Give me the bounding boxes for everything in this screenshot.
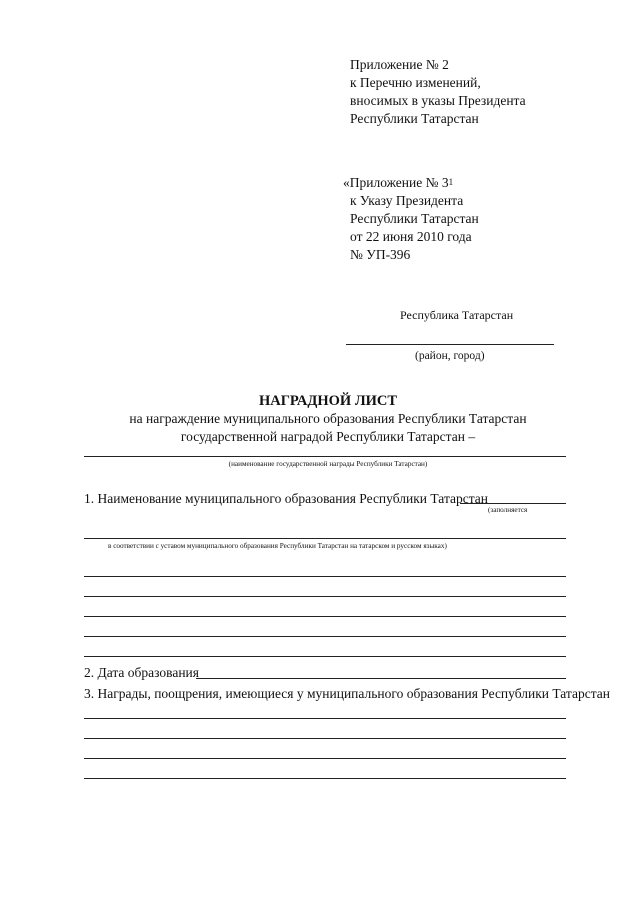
item-1-fill-line-1[interactable] <box>84 538 566 539</box>
item-3-fill-line-4[interactable] <box>84 778 566 779</box>
document-title: НАГРАДНОЙ ЛИСТ <box>258 393 398 409</box>
appendix-2-line-2: к Перечню изменений, <box>350 75 481 90</box>
item-1-note: (заполняется <box>488 506 528 514</box>
award-name-caption: (наименование государственной награды Республики Татарстан) <box>228 460 428 468</box>
appendix-3-title: «Приложение № 3 <box>343 175 449 190</box>
item-3-fill-line-1[interactable] <box>84 718 566 719</box>
appendix-3-line-2: к Указу Президента <box>350 193 464 208</box>
item-1-fill-line-6[interactable] <box>84 656 566 657</box>
appendix-3-line-4: от 22 июня 2010 года <box>350 229 472 244</box>
republic-label: Республика Татарстан <box>400 308 514 322</box>
item-1-label: 1. Наименование муниципального образования Республики Татарстан <box>84 491 489 506</box>
item-1-note-line: в соответствии с уставом муниципального образования Республики Татарстан на татарском и русском языках) <box>108 542 447 550</box>
item-3-fill-line-3[interactable] <box>84 758 566 759</box>
item-1-fill-line-4[interactable] <box>84 616 566 617</box>
title-subline-2: государственной наградой Республики Татарстан – <box>180 429 476 444</box>
item-3-fill-line-2[interactable] <box>84 738 566 739</box>
district-fill-line[interactable] <box>346 344 554 345</box>
appendix-2-line-3: вносимых в указы Президента <box>350 93 526 108</box>
title-subline-1: на награждение муниципального образования Республики Татарстан <box>129 411 527 426</box>
item-1-inline-fill-line[interactable] <box>460 503 566 504</box>
district-caption: (район, город) <box>415 350 485 362</box>
item-1-fill-line-5[interactable] <box>84 636 566 637</box>
item-2-fill-line[interactable] <box>196 678 566 679</box>
appendix-3-line-1 <box>343 174 453 192</box>
award-name-fill-line[interactable] <box>84 456 566 457</box>
appendix-3-superscript: 1 <box>448 177 454 187</box>
item-2-label: 2. Дата образования <box>84 665 199 680</box>
appendix-2-line-1: Приложение № 2 <box>350 57 449 72</box>
item-1-fill-line-3[interactable] <box>84 596 566 597</box>
appendix-3-line-3: Республики Татарстан <box>350 211 479 226</box>
item-1-fill-line-2[interactable] <box>84 576 566 577</box>
appendix-3-line-5: № УП-396 <box>350 247 411 262</box>
item-3-label: 3. Награды, поощрения, имеющиеся у муниципального образования Республики Татарстан <box>84 686 611 701</box>
appendix-2-line-4: Республики Татарстан <box>350 111 479 126</box>
